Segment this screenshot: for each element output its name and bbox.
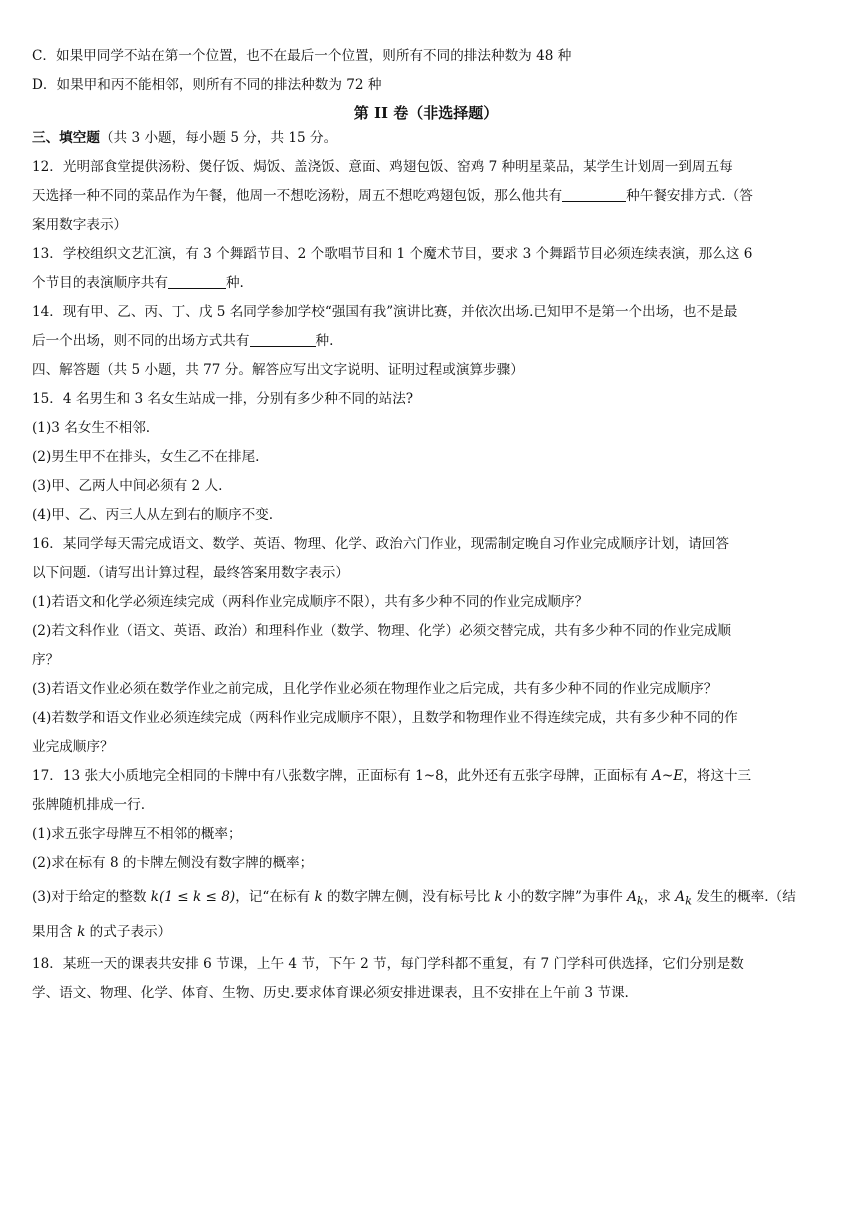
q14-text-after-blank: 种. <box>315 333 334 349</box>
q12-line-3: 案用数字表示） <box>32 217 128 233</box>
q16-stem-line-1: 16．某同学每天需完成语文、数学、英语、物理、化学、政治六门作业，现需制定晚自习作业完成顺序计划，请回答 <box>32 536 729 552</box>
q17-part-2: (2)求在标有 8 的卡牌左侧没有数字牌的概率； <box>32 855 314 871</box>
q17-event-subscript: k <box>636 893 644 908</box>
q12-line-2 <box>32 182 820 211</box>
q17-part-3-text-h: 的式子表示） <box>85 923 172 940</box>
section-2-title: 第 II 卷（非选择题） <box>353 104 499 122</box>
q16-part-1: (1)若语文和化学必须连续完成（两科作业完成顺序不限），共有多少种不同的作业完成顺序？ <box>32 594 589 610</box>
q13-text-before-blank: 个节目的表演顺序共有 <box>32 275 168 291</box>
q17-letter-range: A~E <box>652 768 684 784</box>
q13-line-2 <box>32 269 820 298</box>
q17-part-3-text-e: ，求 <box>643 889 676 905</box>
q14-line-2 <box>32 327 820 356</box>
q15-part-1: (1)3 名女生不相邻. <box>32 420 151 436</box>
q17-part-3-text-a: (3)对于给定的整数 <box>32 889 151 905</box>
q16-part-3: (3)若语文作业必须在数学作业之前完成，且化学作业必须在物理作业之后完成，共有多少种不同的作业完成顺序？ <box>32 681 718 697</box>
q12-text-after-blank: 种午餐安排方式.（答 <box>626 188 753 204</box>
q12-line-1: 12．光明部食堂提供汤粉、煲仔饭、焗饭、盖浇饭、意面、鸡翅包饭、窑鸡 7 种明星菜品，某学生计划周一到周五每 <box>32 159 733 175</box>
q17-event-subscript: k <box>685 893 692 908</box>
q17-part-3-line-2 <box>32 920 820 944</box>
answer-heading: 四、解答题（共 5 小题，共 77 分。解答应写出文字说明、证明过程或演算步骤） <box>32 362 524 378</box>
q17-variable-k: k <box>77 923 86 940</box>
q17-condition-formula: k(1 ≤ k ≤ 8) <box>150 889 236 905</box>
q17-variable-k: k <box>314 889 323 905</box>
option-c: C．如果甲同学不站在第一个位置，也不在最后一个位置，则所有不同的排法种数为 48 种 <box>32 48 572 64</box>
q15-stem: 15．4 名男生和 3 名女生站成一排，分别有多少种不同的站法? <box>32 391 414 407</box>
q17-part-3-text-g: 果用含 <box>32 923 78 940</box>
q17-part-3-text-b: ，记“在标有 <box>235 889 315 905</box>
q13-text-after-blank: 种. <box>225 275 244 291</box>
q17-stem-text: 17．13 张大小质地完全相同的卡牌中有八张数字牌，正面标有 1~8，此外还有五张字母牌，正面标有 <box>32 768 652 784</box>
q12-text-before-blank: 天选择一种不同的菜品作为午餐，他周一不想吃汤粉，周五不想吃鸡翅包饭，那么他共有 <box>32 188 563 204</box>
q15-part-4: (4)甲、乙、丙三人从左到右的顺序不变. <box>32 507 274 523</box>
q17-stem-line-1 <box>32 762 820 791</box>
q16-part-2-line-2: 序？ <box>32 652 60 668</box>
q17-part-3-text-c: 的数字牌左侧，没有标号比 <box>322 889 495 905</box>
q14-answer-blank[interactable] <box>250 331 316 347</box>
q16-part-4-line-2: 业完成顺序？ <box>32 739 114 755</box>
q17-part-3-text-d: 小的数字牌”为事件 <box>502 889 628 905</box>
q16-stem-line-2: 以下问题.（请写出计算过程，最终答案用数字表示） <box>32 565 349 581</box>
q17-event-a: A <box>675 889 686 905</box>
q17-variable-k: k <box>494 889 503 905</box>
q12-answer-blank[interactable] <box>562 186 626 202</box>
q15-part-2: (2)男生甲不在排头，女生乙不在排尾. <box>32 449 260 465</box>
q17-part-3-text-f: 发生的概率.（结 <box>691 889 796 905</box>
q15-part-3: (3)甲、乙两人中间必须有 2 人. <box>32 478 223 494</box>
q13-answer-blank[interactable] <box>168 273 226 289</box>
q17-stem-text-end: ，将这十三 <box>683 768 752 784</box>
q16-part-2-line-1: (2)若文科作业（语文、英语、政治）和理科作业（数学、物理、化学）必须交替完成，共有多少种不同的作业完成顺 <box>32 623 731 639</box>
q17-part-1: (1)求五张字母牌互不相邻的概率； <box>32 826 242 842</box>
q18-stem-line-2: 学、语文、物理、化学、体育、生物、历史.要求体育课必须安排进课表，且不安排在上午前 3 节课. <box>32 984 629 1001</box>
fill-in-heading <box>32 124 820 153</box>
q14-line-1: 14．现有甲、乙、丙、丁、戊 5 名同学参加学校“强国有我”演讲比赛，并依次出场.已知甲不是第一个出场，也不是最 <box>32 304 738 320</box>
fill-in-heading-label: 三、填空题 <box>32 130 100 146</box>
q17-event-a: A <box>627 889 637 905</box>
fill-in-heading-detail: （共 3 小题，每小题 5 分，共 15 分。 <box>99 130 338 146</box>
q16-part-4-line-1: (4)若数学和语文作业必须连续完成（两科作业完成顺序不限），且数学和物理作业不得连续完成，共有多少种不同的作 <box>32 710 738 726</box>
q18-stem-line-1: 18．某班一天的课表共安排 6 节课，上午 4 节，下午 2 节，每门学科都不重复，有 7 门学科可供选择，它们分别是数 <box>32 955 744 972</box>
q17-stem-line-2: 张牌随机排成一行. <box>32 797 146 813</box>
option-d: D．如果甲和丙不能相邻，则所有不同的排法种数为 72 种 <box>32 77 382 93</box>
q13-line-1: 13．学校组织文艺汇演，有 3 个舞蹈节目、2 个歌唱节目和 1 个魔术节目，要求 3 个舞蹈节目必须连续表演，那么这 6 <box>32 246 753 262</box>
q14-text-before-blank: 后一个出场，则不同的出场方式共有 <box>32 333 250 349</box>
q17-part-3-line-1 <box>32 878 820 920</box>
